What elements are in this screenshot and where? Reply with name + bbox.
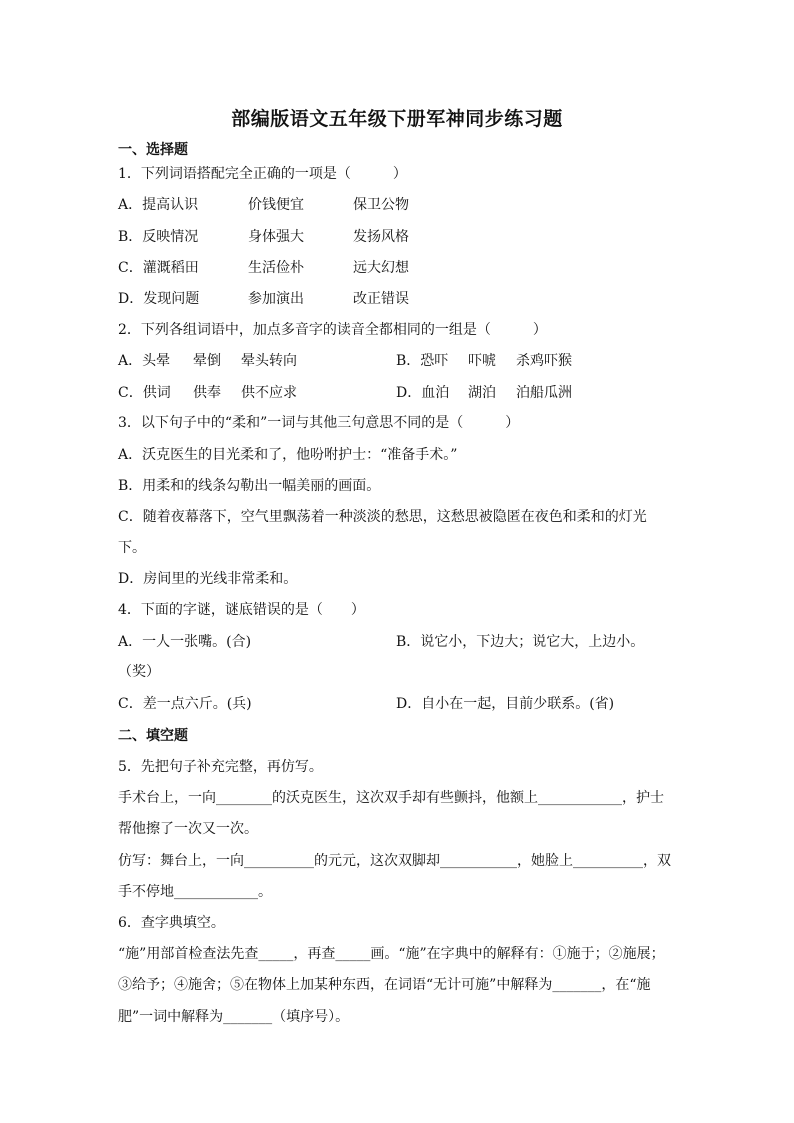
q2-option-d [396,383,572,403]
q2-option-c [118,383,297,403]
q3-option-b: B．用柔和的线条勾勒出一幅美丽的画面。 [118,478,381,494]
q2-d-word-1: D．血泊 [396,385,450,401]
question-6-stem: 6．查字典填空。 [118,915,225,931]
q5-line-3: 仿写：舞台上，一向__________的元元，这次双脚却___________，她脸上__________，双 [118,853,671,869]
q3-option-c-line-1: C．随着夜幕落下，空气里飘荡着一种淡淡的愁思，这愁思被隐匿在夜色和柔和的灯光 [118,509,647,525]
q2-b-word-1: B．恐吓 [396,353,449,369]
q1-option-c-1: C．灌溉稻田 [118,260,199,276]
q1-option-c-2: 生活俭朴 [248,260,304,276]
q2-c-word-3: 供不应求 [241,385,297,401]
section-heading-fill: 二、填空题 [118,728,188,744]
q2-c-word-2: 供奉 [193,385,221,401]
q1-option-b-3: 发扬风格 [353,229,409,245]
q3-option-a: A．沃克医生的目光柔和了，他吩咐护士：“准备手术。” [118,447,458,463]
q5-line-4: 手不停地____________。 [118,884,272,900]
q2-b-word-3: 杀鸡吓猴 [516,353,572,369]
q6-line-1: “施”用部首检查法先查_____，再查_____画。“施”在字典中的解释有：①施于；②施展； [118,946,665,962]
q3-option-d: D．房间里的光线非常柔和。 [118,571,298,587]
q1-option-d-3: 改正错误 [353,291,409,307]
q6-line-3: 肥”一词中解释为_______（填序号）。 [118,1009,350,1025]
q2-a-word-1: A．头晕 [118,353,171,369]
q5-line-2: 帮他擦了一次又一次。 [118,821,258,837]
q2-option-b [396,351,572,371]
question-1-stem: 1．下列词语搭配完全正确的一项是（ ） [118,166,407,182]
q1-option-b-1: B．反映情况 [118,229,199,245]
q4-option-d: D．自小在一起，目前少联系。(省) [396,696,615,712]
q2-b-word-2: 吓唬 [468,353,496,369]
q6-line-2: ③给予；④施舍；⑤在物体上加某种东西，在词语“无计可施”中解释为_______，在“施 [118,977,651,993]
q1-option-b-2: 身体强大 [248,229,304,245]
question-4-stem: 4．下面的字谜，谜底错误的是（ ） [118,602,365,618]
q4-option-c: C．差一点六斤。(兵) [118,696,252,712]
q2-c-word-1: C．供词 [118,385,171,401]
q2-d-word-3: 泊船瓜洲 [516,385,572,401]
q4-option-a: A．一人一张嘴。(合) [118,634,252,650]
section-heading-choice: 一、选择题 [118,142,188,158]
q2-option-a [118,351,297,371]
q1-option-d-2: 参加演出 [248,291,304,307]
page-title: 部编版语文五年级下册军神同步练习题 [231,108,563,130]
question-3-stem: 3．以下句子中的“柔和”一词与其他三句意思不同的是（ ） [118,415,520,431]
q2-a-word-2: 晕倒 [193,353,221,369]
q1-option-d-1: D．发现问题 [118,291,200,307]
question-5-stem: 5．先把句子补充完整，再仿写。 [118,759,323,775]
q3-option-c-line-2: 下。 [118,540,146,556]
q1-option-c-3: 远大幻想 [353,260,409,276]
q1-option-a-2: 价钱便宜 [248,197,304,213]
q4-option-b-answer: （奖） [118,664,160,680]
q2-a-word-3: 晕头转向 [241,353,297,369]
q5-line-1: 手术台上，一向________的沃克医生，这次双手却有些颤抖，他额上____________，护士 [118,790,664,806]
q2-d-word-2: 湖泊 [468,385,496,401]
q1-option-a-1: A．提高认识 [118,197,199,213]
question-2-stem: 2．下列各组词语中，加点多音字的读音全都相同的一组是（ ） [118,322,547,338]
q1-option-a-3: 保卫公物 [353,197,409,213]
q4-option-b: B．说它小，下边大；说它大，上边小。 [396,634,645,650]
